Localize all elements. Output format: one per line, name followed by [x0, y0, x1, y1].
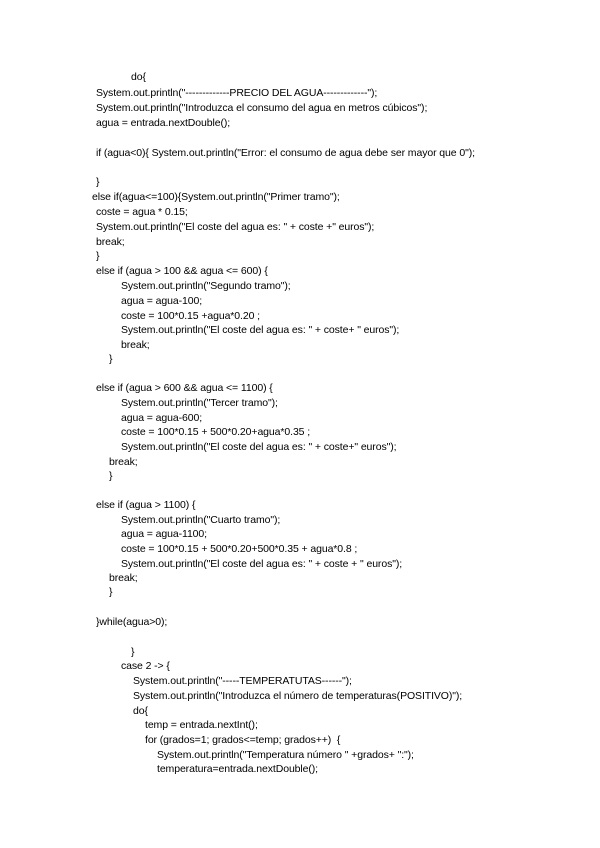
code-line-3: System.out.println("Introduzca el consumo del agua en metros cúbicos");	[96, 102, 428, 114]
code-line-18: }	[109, 353, 113, 365]
code-line-14: agua = agua-100;	[121, 295, 203, 307]
code-line-27: System.out.println("Cuarto tramo");	[121, 514, 281, 526]
code-line-6: }	[96, 176, 100, 188]
code-line-25: }	[109, 470, 113, 482]
code-line-42: temperatura=entrada.nextDouble();	[157, 763, 319, 775]
code-line-39: temp = entrada.nextInt();	[145, 719, 258, 731]
code-line-19: else if (agua > 600 && agua <= 1100) {	[96, 382, 273, 394]
code-line-32: }	[109, 586, 113, 598]
code-line-8: coste = agua * 0.15;	[96, 206, 188, 218]
code-line-34: }	[131, 646, 135, 658]
code-line-33: }while(agua>0);	[96, 616, 168, 628]
code-line-12: else if (agua > 100 && agua <= 600) {	[96, 265, 268, 277]
code-line-24: break;	[109, 456, 138, 468]
code-line-35: case 2 -> {	[121, 660, 170, 672]
code-line-23: System.out.println("El coste del agua es: " + coste+" euros");	[121, 441, 397, 453]
code-line-2: System.out.println("-------------PRECIO DEL AGUA-------------");	[96, 87, 378, 99]
code-line-28: agua = agua-1100;	[121, 528, 207, 540]
code-line-40: for (grados=1; grados<=temp; grados++) {	[145, 734, 341, 746]
code-line-38: do{	[133, 705, 148, 717]
code-line-10: break;	[96, 236, 125, 248]
code-line-1: do{	[131, 71, 146, 83]
code-line-7: else if(agua<=100){System.out.println("Primer tramo");	[92, 191, 340, 203]
code-line-5: if (agua<0){ System.out.println("Error: el consumo de agua debe ser mayor que 0");	[96, 147, 475, 159]
code-line-20: System.out.println("Tercer tramo");	[121, 397, 278, 409]
code-line-16: System.out.println("El coste del agua es: " + coste+ " euros");	[121, 324, 400, 336]
code-line-31: break;	[109, 572, 138, 584]
code-line-41: System.out.println("Temperatura número " +grados+ ":");	[157, 749, 414, 761]
code-line-22: coste = 100*0.15 + 500*0.20+agua*0.35 ;	[121, 426, 311, 438]
code-line-13: System.out.println("Segundo tramo");	[121, 280, 291, 292]
code-line-9: System.out.println("El coste del agua es: " + coste +" euros");	[96, 221, 375, 233]
code-line-17: break;	[121, 339, 150, 351]
code-line-11: }	[96, 250, 100, 262]
code-line-29: coste = 100*0.15 + 500*0.20+500*0.35 + agua*0.8 ;	[121, 543, 358, 555]
code-line-26: else if (agua > 1100) {	[96, 499, 196, 511]
code-line-15: coste = 100*0.15 +agua*0.20 ;	[121, 310, 260, 322]
code-line-37: System.out.println("Introduzca el número de temperaturas(POSITIVO)");	[133, 690, 463, 702]
code-line-36: System.out.println("-----TEMPERATUTAS------");	[133, 675, 352, 687]
code-line-30: System.out.println("El coste del agua es: " + coste + " euros");	[121, 558, 403, 570]
code-line-4: agua = entrada.nextDouble();	[96, 117, 231, 129]
code-line-21: agua = agua-600;	[121, 412, 203, 424]
